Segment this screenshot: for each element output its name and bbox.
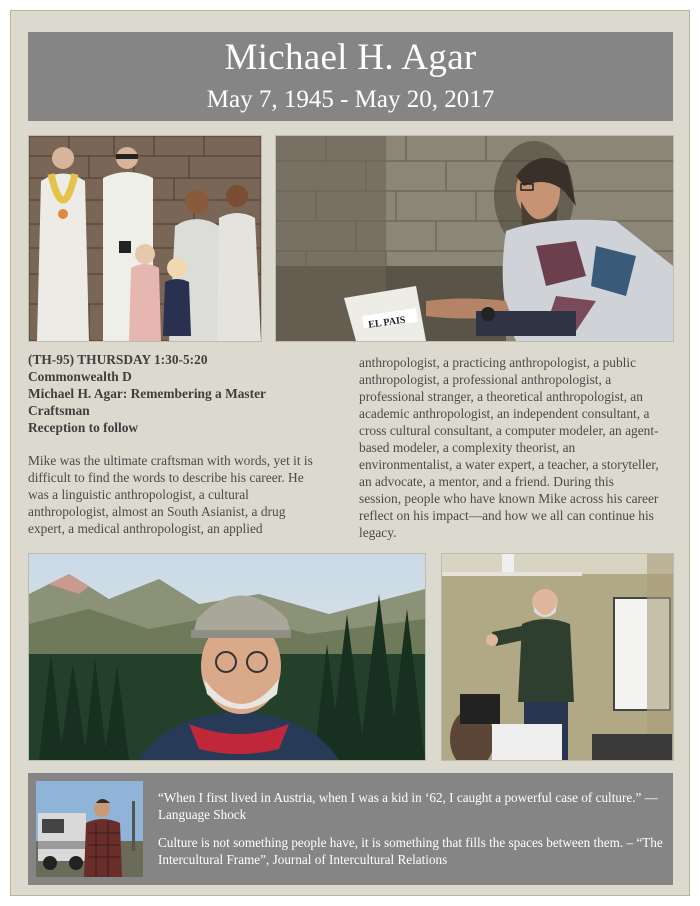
mountain-portrait-photo: [28, 553, 426, 761]
session-column: [28, 351, 328, 537]
session-room: Commonwealth D: [28, 369, 132, 384]
flyer-page: [10, 10, 690, 896]
reading-photo: [275, 135, 674, 342]
quotes-footer: [28, 773, 673, 885]
description-part-1: Mike was the ultimate craftsman with words, yet it is difficult to find the words to describe his career. He was a linguistic anthropologist, a cultural anthropologist, almost an South Asianist, a drug expert, a medical anthropologist, an applied: [28, 453, 313, 536]
session-reception: Reception to follow: [28, 420, 139, 435]
memorial-dates: May 7, 1945 - May 20, 2017: [206, 86, 495, 113]
group-photo: [28, 135, 262, 342]
session-code-time: (TH-95) THURSDAY 1:30-5:20: [28, 352, 208, 367]
quote-language-shock: “When I first lived in Austria, when I was a kid in ‘62, I caught a powerful case of culture.” — Language Shock: [158, 790, 658, 822]
session-title: Michael H. Agar: Remembering a Master Craftsman: [28, 386, 266, 418]
newspaper-masthead: EL PAIS: [367, 314, 407, 331]
quote-intercultural-frame: Culture is not something people have, it is something that fills the spaces between them. – “The Intercultural Frame”, Journal of Intercultural Relations: [158, 835, 663, 867]
teaching-photo: [441, 553, 674, 761]
memorial-name: Michael H. Agar: [224, 37, 477, 78]
truck-photo: [36, 781, 143, 877]
title-banner: [28, 32, 673, 121]
description-part-2: anthropologist, a practicing anthropologist, a public anthropologist, a professional anthropologist, a professional stranger, a theoretical anthropologist, an academic anthropologist, an independent consultant, a cross cultural consultant, a computer modeler, an agent-based modeler, a complexity theorist, an environmentalist, a water expert, a teacher, a storyteller, an advocate, a mentor, and a friend. During this session, people who have known Mike across his career reflect on his impact—and how we all can continue his legacy.: [359, 355, 659, 540]
